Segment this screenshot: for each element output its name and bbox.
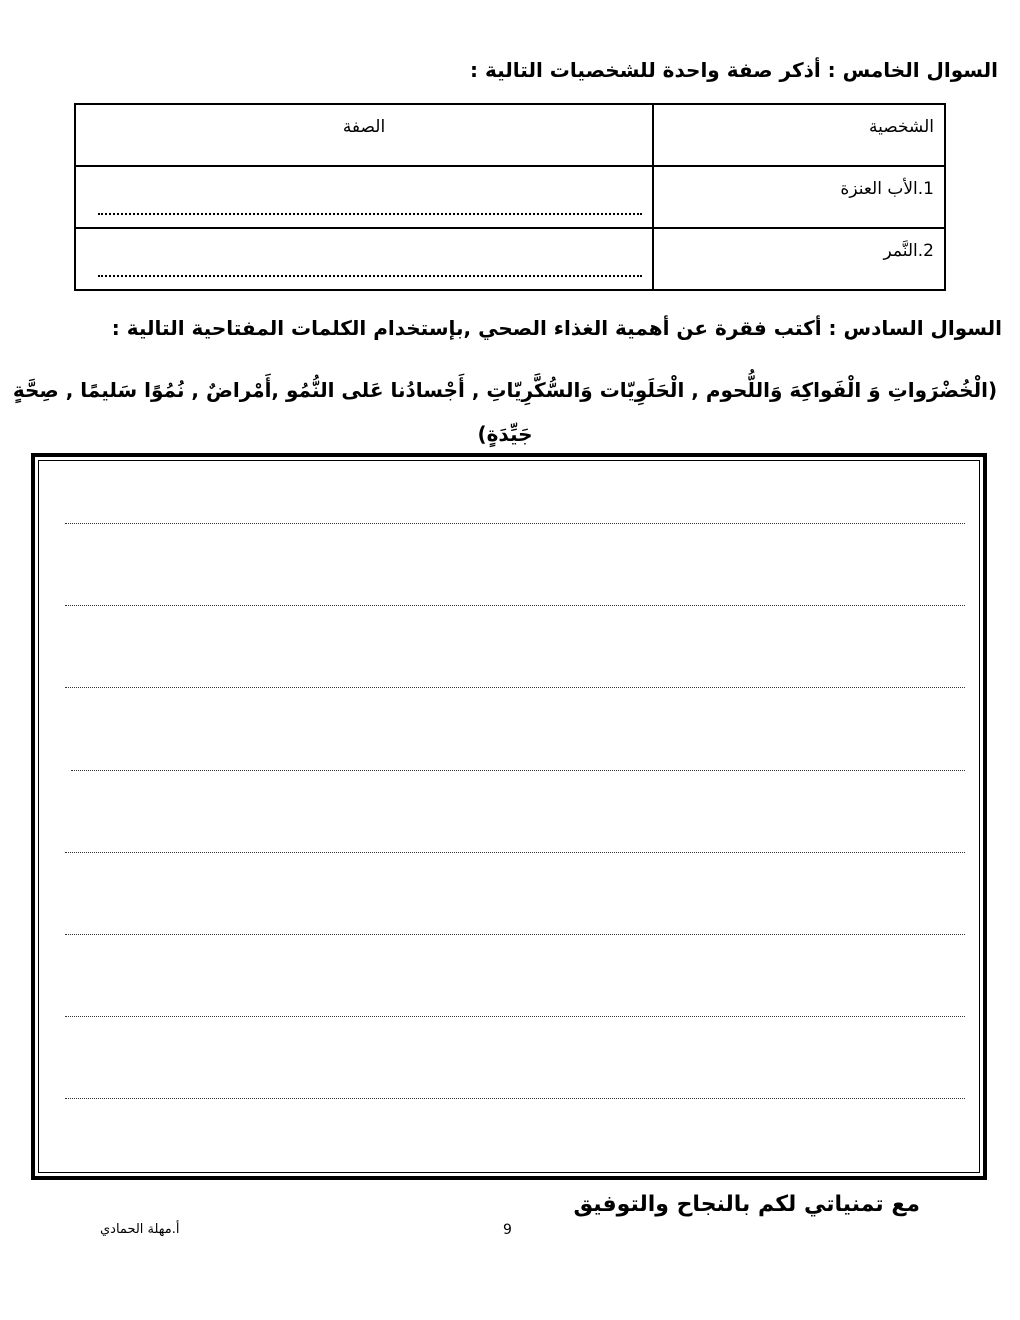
writing-line[interactable] (65, 605, 965, 606)
table-row (75, 166, 945, 228)
writing-line[interactable] (65, 687, 965, 688)
question6-title: السوال السادس : أكتب فقرة عن أهمية الغذاء الصحي ,بإستخدام الكلمات المفتاحية التالية : (111, 316, 1002, 340)
trait-answer-cell[interactable] (75, 228, 653, 290)
question5-title: السوال الخامس : أذكر صفة واحدة للشخصيات التالية : (470, 58, 998, 82)
character-cell (653, 228, 945, 290)
writing-line[interactable] (65, 852, 965, 853)
header-trait (75, 104, 653, 166)
writing-box[interactable] (31, 453, 987, 1180)
trait-answer-cell[interactable] (75, 166, 653, 228)
writing-line[interactable] (65, 1098, 965, 1099)
character-name: 2.النَّمر (883, 241, 934, 261)
header-character (653, 104, 945, 166)
header-character-label: الشخصية (868, 117, 934, 137)
answer-dotted-line[interactable] (98, 213, 642, 215)
traits-table (74, 103, 946, 291)
closing-wish: مع تمنياتي لكم بالنجاح والتوفيق (573, 1192, 920, 1217)
answer-dotted-line[interactable] (98, 275, 642, 277)
table-row (75, 228, 945, 290)
writing-line[interactable] (71, 770, 965, 771)
keywords-list: (الْخُضْرَواتِ وَ الْفَواكِهَ وَاللُّحوم , الْحَلَوِيّات وَالسُّكَّرِيّاتِ , أَجْسادُنا عَلى النُّمُو ,أَمْراضٌ , نُمُوًا سَليمًا , صِحَّةٍ جَيِّدَةٍ) (12, 378, 998, 446)
writing-area[interactable] (38, 460, 980, 1173)
writing-line[interactable] (65, 523, 965, 524)
teacher-name: أ.مهلة الحمادي (100, 1222, 180, 1237)
table-header-row (75, 104, 945, 166)
writing-line[interactable] (65, 1016, 965, 1017)
character-name: 1.الأب العنزة (840, 179, 934, 199)
page-number: 9 (503, 1222, 512, 1238)
header-trait-label: الصفة (342, 117, 386, 137)
writing-line[interactable] (65, 934, 965, 935)
character-cell (653, 166, 945, 228)
